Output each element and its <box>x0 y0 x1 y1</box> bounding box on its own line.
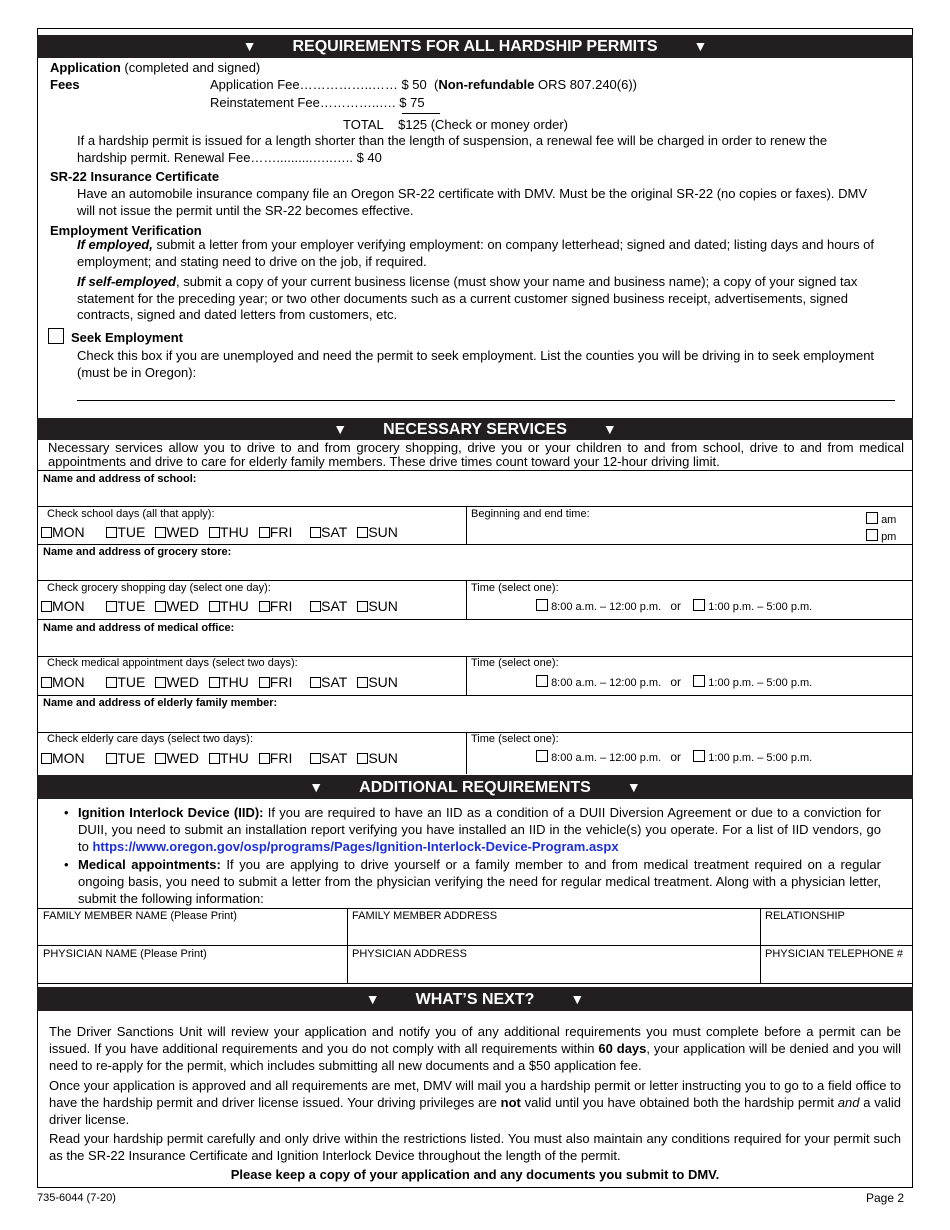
emphasis-not: not <box>500 1095 521 1110</box>
day-option[interactable] <box>310 524 347 540</box>
checkbox[interactable] <box>209 601 220 612</box>
application-fee-text: Application Fee……………..…… $ 50 <box>210 77 427 92</box>
day-label: SUN <box>368 674 398 690</box>
day-label: MON <box>52 524 85 540</box>
checkbox[interactable] <box>106 677 117 688</box>
day-label: THU <box>220 674 249 690</box>
morning-checkbox[interactable] <box>536 599 548 611</box>
employed-text <box>77 237 877 270</box>
seek-employment-checkbox[interactable] <box>48 328 64 344</box>
sr22-label: SR-22 Insurance Certificate <box>50 169 220 184</box>
iid-bullet <box>64 804 881 855</box>
checkbox[interactable] <box>155 753 166 764</box>
day-label: THU <box>220 750 249 766</box>
day-label: SAT <box>321 524 348 540</box>
afternoon-label: 1:00 p.m. – 5:00 p.m. <box>708 601 813 613</box>
morning-label: 8:00 a.m. – 12:00 p.m. <box>551 752 662 764</box>
medical-days-label: Check medical appointment days (select two days): <box>47 657 298 669</box>
section-title: NECESSARY SERVICES <box>383 421 567 438</box>
grid-line <box>466 506 467 544</box>
total-rule <box>402 113 440 114</box>
day-label: TUE <box>117 750 146 766</box>
total-note: (Check or money order) <box>430 117 568 132</box>
day-label: FRI <box>269 524 293 540</box>
day-option[interactable] <box>155 598 199 614</box>
checkbox[interactable] <box>259 601 270 612</box>
family-member-name-field[interactable]: FAMILY MEMBER NAME (Please Print) <box>43 910 237 922</box>
text: valid until you have obtained both the hardship permit <box>520 1095 838 1110</box>
afternoon-label: 1:00 p.m. – 5:00 p.m. <box>708 752 813 764</box>
day-option[interactable] <box>259 674 293 690</box>
school-days <box>41 524 408 540</box>
triangle-down-icon: ▼ <box>626 779 641 795</box>
morning-label: 8:00 a.m. – 12:00 p.m. <box>551 677 662 689</box>
family-member-address-field[interactable]: FAMILY MEMBER ADDRESS <box>352 910 498 922</box>
am-label: am <box>881 514 897 526</box>
self-employed-text <box>77 274 877 324</box>
grid-line <box>760 908 761 983</box>
grid-line <box>37 695 913 696</box>
checkbox[interactable] <box>209 677 220 688</box>
text: The Driver Sanctions Unit will review your application and notify you of any additional requirements you must complete before a permit can be issued. If you have additional requirements and you do not comply with all requirements within <box>49 1024 901 1056</box>
renewal-text: If a hardship permit is issued for a length shorter than the length of suspension, a renewal fee will be charged in order to renew the hardship permit. Renewal Fee……..........…..….. $ 40 <box>77 133 828 165</box>
morning-label: 8:00 a.m. – 12:00 p.m. <box>551 601 662 613</box>
checkbox[interactable] <box>41 601 52 612</box>
day-option[interactable] <box>310 598 347 614</box>
closing-note: Please keep a copy of your application and any documents you submit to DMV. <box>230 1167 720 1182</box>
page-number: Page 2 <box>866 1191 905 1205</box>
deadline: 60 days <box>598 1041 647 1056</box>
triangle-down-icon: ▼ <box>602 421 617 437</box>
checkbox[interactable] <box>310 753 321 764</box>
day-label: SAT <box>321 598 348 614</box>
total-value: $125 <box>398 117 428 132</box>
checkbox[interactable] <box>310 677 321 688</box>
bullet-icon: • <box>64 857 69 872</box>
am-option[interactable] <box>866 512 896 527</box>
day-label: WED <box>166 674 200 690</box>
employment-label: Employment Verification <box>50 223 202 238</box>
day-label: MON <box>52 598 85 614</box>
school-name-label: Name and address of school: <box>43 473 197 485</box>
elderly-time-options <box>536 750 812 765</box>
day-label: THU <box>220 524 249 540</box>
checkbox[interactable] <box>259 753 270 764</box>
day-option[interactable] <box>310 750 347 766</box>
day-option[interactable] <box>259 598 293 614</box>
or-label: or <box>670 599 681 613</box>
day-option[interactable] <box>106 750 145 766</box>
day-label: SUN <box>368 524 398 540</box>
sr22-text: Have an automobile insurance company file an Oregon SR-22 certificate with DMV. Must be the original SR-22 (no copies or faxes). DMV will not issue the permit until the SR-22 becomes effective. <box>77 186 868 218</box>
checkbox[interactable] <box>357 601 368 612</box>
elderly-days <box>41 750 408 766</box>
pm-checkbox[interactable] <box>866 529 878 541</box>
total-line <box>343 117 568 134</box>
checkbox[interactable] <box>41 527 52 538</box>
day-label: SUN <box>368 750 398 766</box>
grid-line <box>37 945 913 946</box>
grid-line <box>37 619 913 620</box>
medical-appointments-label: Medical appointments: <box>78 857 221 872</box>
medical-time-label: Time (select one): <box>471 657 559 669</box>
section-header-requirements <box>37 35 913 58</box>
triangle-down-icon: ▼ <box>333 421 348 437</box>
seek-employment-text: Check this box if you are unemployed and need the permit to seek employment. List the counties you will be driving in to seek employment (must be in Oregon): <box>77 348 875 380</box>
text: , your application will be denied and you will need to re-apply for the permit, which includes submitting all new documents and a $50 application fee. <box>49 1041 902 1073</box>
medical-days <box>41 674 408 690</box>
day-option[interactable] <box>41 750 85 766</box>
grid-line <box>37 908 913 909</box>
medical-appointments-text: If you are applying to drive yourself or a family member to and from medical treatment required on a regular ongoing basis, you need to submit a letter from the physician verifying the need for regular medical treatment. Along with a physician letter, submit the following information: <box>78 857 881 906</box>
morning-checkbox[interactable] <box>536 750 548 762</box>
relationship-field[interactable]: RELATIONSHIP <box>765 910 845 922</box>
bullet-icon: • <box>64 805 69 820</box>
iid-text: If you are required to have an IID as a condition of a DUII Diversion Agreement or due to a conviction for DUII, you need to submit an installation report verifying you have installed an IID in the vehicle(s) you operate. For a list of IID vendors, go to <box>78 805 881 854</box>
section-header-whats-next <box>37 987 913 1011</box>
or-label: or <box>670 675 681 689</box>
employed-body: submit a letter from your employer verifying employment: on company letterhead; signed and dated; listing days and hours of employment; and stating need to drive on the job, if required. <box>77 237 875 269</box>
elderly-time-label: Time (select one): <box>471 733 559 745</box>
day-option[interactable] <box>357 750 398 766</box>
nonrefundable-label: Non-refundable <box>438 77 535 92</box>
triangle-down-icon: ▼ <box>570 991 585 1007</box>
day-label: TUE <box>117 674 146 690</box>
checkbox[interactable] <box>209 527 220 538</box>
application-line <box>50 60 260 77</box>
reinstatement-fee: Reinstatement Fee…………..…. $ 75 <box>210 95 425 110</box>
day-option[interactable] <box>106 674 145 690</box>
day-label: SUN <box>368 598 398 614</box>
checkbox[interactable] <box>310 527 321 538</box>
physician-name-field[interactable]: PHYSICIAN NAME (Please Print) <box>43 948 207 960</box>
application-fee: Application Fee……………..…… $ 50 (Non-refundable ORS 807.240(6)) <box>210 77 637 92</box>
grid-line <box>466 656 467 695</box>
employed-bold: If employed, <box>77 237 153 252</box>
day-option[interactable] <box>209 524 249 540</box>
day-label: FRI <box>269 674 293 690</box>
day-label: MON <box>52 674 85 690</box>
checkbox[interactable] <box>259 527 270 538</box>
application-label: Application <box>50 60 121 75</box>
grocery-time-options <box>536 599 812 614</box>
school-time-label: Beginning and end time: <box>471 508 590 520</box>
ors-reference: ORS 807.240(6)) <box>538 77 637 92</box>
grid-line <box>466 732 467 774</box>
day-label: WED <box>166 750 200 766</box>
day-option[interactable] <box>357 598 398 614</box>
emphasis-and: and <box>837 1095 860 1110</box>
triangle-down-icon: ▼ <box>365 991 380 1007</box>
day-label: SAT <box>321 674 348 690</box>
checkbox[interactable] <box>41 677 52 688</box>
grocery-days-label: Check grocery shopping day (select one day): <box>47 582 271 594</box>
checkbox[interactable] <box>106 601 117 612</box>
grid-line <box>466 580 467 619</box>
checkbox[interactable] <box>155 601 166 612</box>
grid-line <box>37 544 913 545</box>
elderly-name-label: Name and address of elderly family member: <box>43 697 278 709</box>
medical-bullet <box>64 856 881 907</box>
day-label: MON <box>52 750 85 766</box>
triangle-down-icon: ▼ <box>693 38 708 54</box>
day-option[interactable] <box>310 674 347 690</box>
day-option[interactable] <box>155 750 199 766</box>
checkbox[interactable] <box>41 753 52 764</box>
checkbox[interactable] <box>106 527 117 538</box>
afternoon-checkbox[interactable] <box>693 599 705 611</box>
grid-line <box>37 983 913 984</box>
iid-vendors-link[interactable]: https://www.oregon.gov/osp/programs/Pages/Ignition-Interlock-Device-Program.aspx <box>92 839 619 854</box>
day-option[interactable] <box>357 524 398 540</box>
checkbox[interactable] <box>357 527 368 538</box>
whats-next-p1 <box>49 1023 901 1074</box>
day-label: TUE <box>117 598 146 614</box>
checkbox[interactable] <box>209 753 220 764</box>
day-option[interactable] <box>259 750 293 766</box>
day-option[interactable] <box>209 598 249 614</box>
day-option[interactable] <box>41 598 85 614</box>
day-option[interactable] <box>155 674 199 690</box>
school-days-label: Check school days (all that apply): <box>47 508 215 520</box>
afternoon-checkbox[interactable] <box>693 675 705 687</box>
afternoon-checkbox[interactable] <box>693 750 705 762</box>
total-label: TOTAL <box>343 117 384 132</box>
whats-next-p3: Read your hardship permit carefully and only drive within the restrictions listed. You must also maintain any conditions required for your permit such as the SR-22 Insurance Certificate and Ignition Interlock Device throughout the length of the permit. <box>49 1131 901 1163</box>
self-employed-bold: If self-employed <box>77 274 176 289</box>
text: Once your application is approved and all requirements are met, DMV will mail you a hardship permit or letter instructing you to go to a field office to have the hardship permit and driver license issued. Your driving privileges are <box>49 1078 901 1110</box>
triangle-down-icon: ▼ <box>242 38 257 54</box>
day-label: FRI <box>269 750 293 766</box>
day-option[interactable] <box>106 598 145 614</box>
grocery-days <box>41 598 408 614</box>
application-note: (completed and signed) <box>124 60 261 75</box>
checkbox[interactable] <box>310 601 321 612</box>
iid-label: Ignition Interlock Device (IID): <box>78 805 264 820</box>
am-checkbox[interactable] <box>866 512 878 524</box>
grid-line <box>37 470 913 471</box>
day-option[interactable] <box>106 524 145 540</box>
self-employed-body: , submit a copy of your current business license (must show your name and business name); a copy of your signed tax statement for the preceding year; or two other documents such as a current customer signed business receipt, advertisements, signed contracts, signed and dated letters from customers, etc. <box>77 274 858 322</box>
counties-line[interactable] <box>77 400 895 401</box>
section-header-additional-requirements <box>37 775 913 799</box>
physician-telephone-field[interactable]: PHYSICIAN TELEPHONE # <box>765 948 903 960</box>
triangle-down-icon: ▼ <box>309 779 324 795</box>
day-option[interactable] <box>41 674 85 690</box>
medical-time-options <box>536 675 812 690</box>
day-option[interactable] <box>259 524 293 540</box>
checkbox[interactable] <box>155 677 166 688</box>
physician-address-field[interactable]: PHYSICIAN ADDRESS <box>352 948 467 960</box>
checkbox[interactable] <box>357 753 368 764</box>
day-label: WED <box>166 598 200 614</box>
grid-line <box>347 908 348 983</box>
medical-name-label: Name and address of medical office: <box>43 622 235 634</box>
grid-line <box>37 506 913 507</box>
day-label: FRI <box>269 598 293 614</box>
checkbox[interactable] <box>259 677 270 688</box>
checkbox[interactable] <box>357 677 368 688</box>
grocery-name-label: Name and address of grocery store: <box>43 546 232 558</box>
text: a valid driver license. <box>49 1095 901 1127</box>
checkbox[interactable] <box>155 527 166 538</box>
afternoon-label: 1:00 p.m. – 5:00 p.m. <box>708 677 813 689</box>
day-label: THU <box>220 598 249 614</box>
section-title: REQUIREMENTS FOR ALL HARDSHIP PERMITS <box>292 38 658 55</box>
grocery-time-label: Time (select one): <box>471 582 559 594</box>
grid-line <box>37 580 913 581</box>
pm-option[interactable] <box>866 529 896 544</box>
seek-employment-label: Seek Employment <box>71 330 183 345</box>
day-option[interactable] <box>41 524 85 540</box>
section-title: ADDITIONAL REQUIREMENTS <box>359 779 591 796</box>
day-label: WED <box>166 524 200 540</box>
pm-label: pm <box>881 531 897 543</box>
day-label: SAT <box>321 750 348 766</box>
elderly-days-label: Check elderly care days (select two days): <box>47 733 254 745</box>
day-label: TUE <box>117 524 146 540</box>
morning-checkbox[interactable] <box>536 675 548 687</box>
day-option[interactable] <box>209 674 249 690</box>
form-number: 735-6044 (7-20) <box>37 1192 116 1204</box>
section-title: WHAT’S NEXT? <box>415 991 535 1008</box>
necessary-services-intro: Necessary services allow you to drive to and from grocery shopping, drive you or your children to and from school, drive to and from medical appointments and drive to care for elderly family members. These drive times count toward your 12-hour driving limit. <box>48 440 904 469</box>
or-label: or <box>670 750 681 764</box>
day-option[interactable] <box>155 524 199 540</box>
section-header-necessary-services <box>37 418 913 440</box>
whats-next-p2 <box>49 1077 901 1128</box>
day-option[interactable] <box>357 674 398 690</box>
day-option[interactable] <box>209 750 249 766</box>
checkbox[interactable] <box>106 753 117 764</box>
fees-label: Fees <box>50 77 80 92</box>
